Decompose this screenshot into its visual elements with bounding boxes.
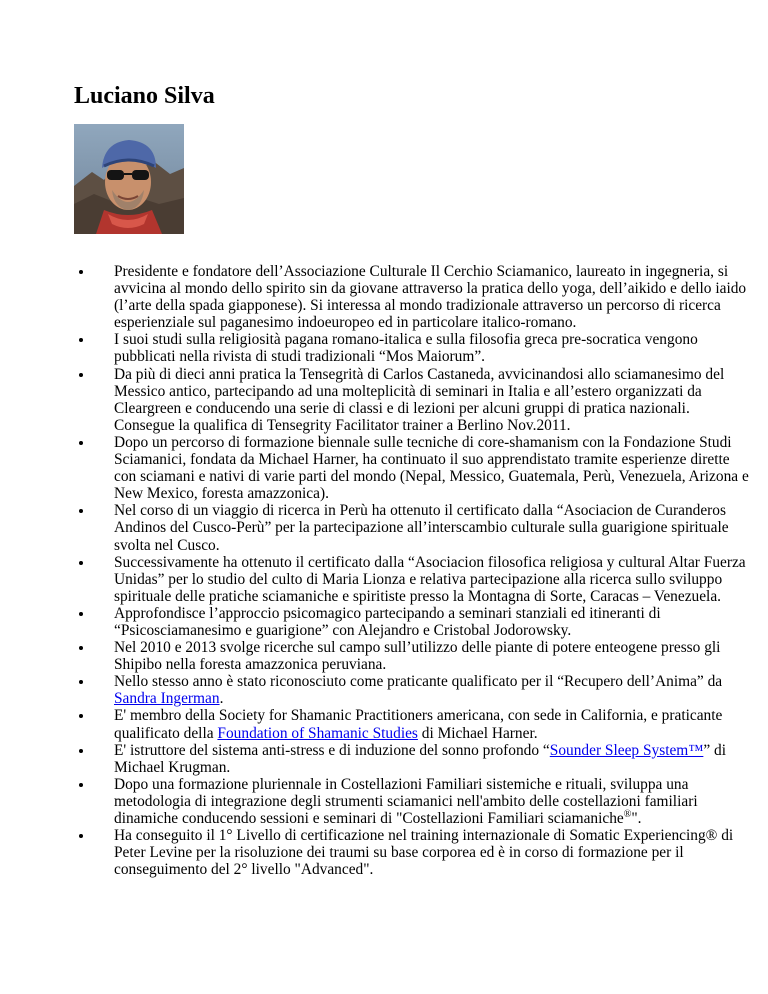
list-item: Nel corso di un viaggio di ricerca in Perù ha ottenuto il certificato dalla “Asociacion de Curanderos Andinos del Cusco-Perù” per la partecipazione all’interscambio culturale sulla guarigione spirituale svolta nel Cusco. (114, 502, 754, 553)
item-text: E' membro della Society for Shamanic Practitioners americana, con sede in California, e praticante qualificato della (114, 707, 723, 742)
sandra-ingerman-link[interactable]: Sandra Ingerman (114, 690, 220, 708)
list-item (114, 776, 754, 827)
item-text: Dopo una formazione pluriennale in Costellazioni Familiari sistemiche e rituali, sviluppa una metodologia di integrazione degli strumenti sciamanici nell'ambito delle costellazioni familiari dinamiche conducendo sessioni e seminari di "Costellazioni Familiari sciamaniche (114, 775, 698, 827)
sounder-sleep-system-link[interactable]: Sounder Sleep System™ (549, 741, 704, 759)
biography-list (74, 263, 754, 878)
item-text: Nello stesso anno è stato riconosciuto come praticante qualificato per il “Recupero dell’Anima” da (114, 673, 723, 691)
item-text: E' istruttore del sistema anti-stress e di induzione del sonno profondo “ (114, 741, 550, 759)
list-item: Dopo un percorso di formazione biennale sulle tecniche di core-shamanism con la Fondazione Studi Sciamanici, fondata da Michael Harner, ha continuato il suo apprendistato tramite esperienze dirette con sciamani e nativi di varie parti del mondo (Nepal, Messico, Guatemala, Perù, Venezuela, Arizona e New Mexico, foresta amazzonica). (114, 434, 754, 502)
list-item: Da più di dieci anni pratica la Tensegrità di Carlos Castaneda, avvicinandosi allo sciamanesimo del Messico antico, partecipando ad una molteplicità di seminari in Italia e all’estero organizzati da Cleargreen e conducendo una serie di classi e di lezioni per alcuni gruppi di pratica nazionali. Consegue la qualifica di Tensegrity Facilitator trainer a Berlino Nov.2011. (114, 366, 754, 434)
profile-photo (74, 124, 184, 234)
portrait-illustration (74, 124, 184, 234)
item-text: ". (631, 810, 642, 827)
list-item: Ha conseguito il 1° Livello di certificazione nel training internazionale di Somatic Experiencing® di Peter Levine per la risoluzione dei traumi su base corporea ed è in corso di formazione per il conseguimento del 2° livello "Advanced". (114, 827, 754, 878)
list-item (114, 673, 754, 707)
item-text: di Michael Harner. (417, 724, 538, 742)
foundation-shamanic-studies-link[interactable]: Foundation of Shamanic Studies (217, 724, 418, 742)
list-item: Successivamente ha ottenuto il certificato dalla “Asociacion filosofica religiosa y cultural Altar Fuerza Unidas” per lo studio del culto di Maria Lionza e relativa partecipazione alla ricerca sullo sviluppo spirituale delle pratiche sciamaniche e spiritiste presso la Montagna di Sorte, Caracas – Venezuela. (114, 554, 754, 605)
list-item: I suoi studi sulla religiosità pagana romano-italica e sulla filosofia greca pre-socratica vengono pubblicati nella rivista di studi tradizionali “Mos Maiorum”. (114, 331, 754, 365)
list-item: Presidente e fondatore dell’Associazione Culturale Il Cerchio Sciamanico, laureato in ingegneria, si avvicina al mondo dello spirito sin da giovane attraverso la pratica dello yoga, dell’aikido e dello iaido (l’arte della spada giapponese). Si interessa al mondo tradizionale attraverso un percorso di ricerca esperienziale sul paganesimo indoeuropeo ed in particolare italico-romano. (114, 263, 754, 331)
list-item: Nel 2010 e 2013 svolge ricerche sul campo sull’utilizzo delle piante di potere enteogene presso gli Shipibo nella foresta amazzonica peruviana. (114, 639, 754, 673)
item-text: ” di Michael Krugman. (114, 741, 727, 776)
item-text: . (219, 690, 224, 708)
list-item: Approfondisce l’approccio psicomagico partecipando a seminari stanziali ed itineranti di “Psicosciamanesimo e guarigione” con Alejandro e Cristobal Jodorowsky. (114, 605, 754, 639)
registered-mark: ® (623, 808, 632, 820)
page-title: Luciano Silva (74, 83, 215, 109)
list-item (114, 742, 754, 776)
list-item (114, 707, 754, 741)
